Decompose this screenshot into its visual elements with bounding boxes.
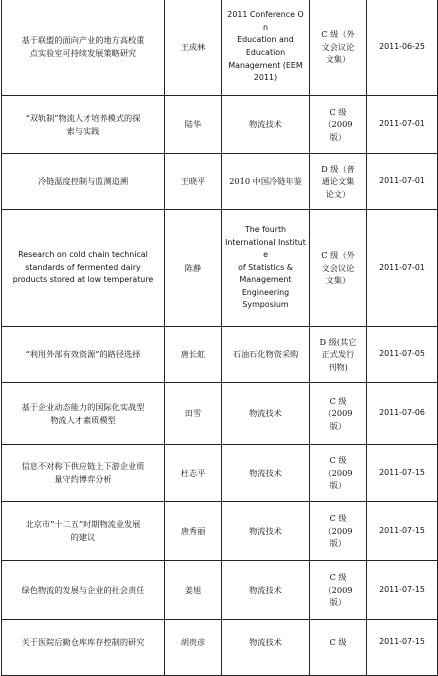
paper-title: 冷链温度控制与监测追溯: [37, 176, 129, 187]
publish-date: 2011-06-25: [379, 41, 425, 51]
author-cell: [165, 327, 222, 383]
paper-title-cell: [2, 327, 165, 383]
author-name: 唐秀丽: [180, 525, 206, 536]
date-cell: [367, 327, 438, 383]
table-row: [2, 0, 438, 96]
paper-title-cell: [2, 154, 165, 210]
paper-title-cell: [2, 561, 165, 620]
author-name: 唐长虹: [180, 349, 206, 360]
level-cell: [310, 502, 367, 561]
paper-title: “双轨制”物流人才培养模式的探 索与实践: [25, 112, 141, 136]
paper-title: 绿色物流的发展与企业的社会责任: [21, 584, 145, 595]
date-cell: [367, 154, 438, 210]
publish-date: 2011-07-05: [379, 349, 425, 359]
date-cell: [367, 96, 438, 154]
venue-cell: [222, 383, 310, 445]
level-cell: [310, 154, 367, 210]
publish-date: 2011-07-06: [379, 408, 425, 418]
author-name: 胡贵彦: [180, 637, 206, 647]
level-cell: [310, 620, 367, 676]
venue-name: The fourth International Institute of Statistics & Management Engineering Symposium: [225, 224, 306, 310]
author-cell: [165, 561, 222, 620]
level-cell: [310, 327, 367, 383]
publish-date: 2011-07-15: [379, 637, 425, 646]
venue-name: 石油石化物资采购: [232, 349, 299, 360]
table-row: [2, 383, 438, 445]
publish-date: 2011-07-15: [379, 467, 425, 477]
author-name: 王晓平: [180, 176, 206, 187]
table-row: [2, 561, 438, 620]
paper-title-cell: [2, 502, 165, 561]
venue-cell: [222, 96, 310, 154]
venue-name: 物流技术: [249, 408, 282, 419]
paper-title: “利用外部有效资源”的路径选择: [25, 349, 141, 360]
table-row: [2, 154, 438, 210]
author-name: 陈静: [184, 262, 202, 273]
venue-cell: [222, 210, 310, 327]
paper-level: D 级(其它 正式发行 刊物): [319, 336, 357, 372]
table-row: [2, 327, 438, 383]
venue-cell: [222, 502, 310, 561]
venue-name: 2011 Conference On Education and Education Management (EEM 2011): [227, 10, 304, 83]
publish-date: 2011-07-01: [379, 176, 425, 186]
paper-title-cell: [2, 96, 165, 154]
paper-title-cell: [2, 445, 165, 502]
paper-title: 基于联盟的面向产业的地方高校重 点实验室可持续发展策略研究: [21, 35, 145, 58]
paper-title-cell: [2, 210, 165, 327]
table-row: [2, 445, 438, 502]
level-cell: [310, 383, 367, 445]
publication-table: [1, 0, 438, 676]
author-cell: [165, 445, 222, 502]
paper-level: D 级（普 通论文集 论文）: [321, 163, 355, 199]
paper-level: C 级 （2009 版）: [323, 395, 353, 431]
paper-title: 基于企业动态能力的国际化实战型 物流人才素质模型: [21, 401, 145, 425]
venue-name: 物流技术: [249, 584, 282, 595]
paper-title: Research on cold chain technical standards of fermented dairy products stored at low temperature: [12, 250, 154, 285]
author-name: 田雪: [184, 408, 202, 419]
paper-level: C 级（外 文会议论 文集）: [321, 29, 355, 65]
level-cell: [310, 561, 367, 620]
author-name: 姜旭: [184, 584, 202, 595]
table-row: [2, 620, 438, 676]
paper-title: 信息不对称下供应链上下游企业质 量守约博弈分析: [21, 461, 145, 484]
author-cell: [165, 0, 222, 96]
author-cell: [165, 502, 222, 561]
venue-name: 物流技术: [249, 119, 282, 130]
level-cell: [310, 445, 367, 502]
table-row: [2, 210, 438, 327]
level-cell: [310, 210, 367, 327]
venue-cell: [222, 561, 310, 620]
paper-level: C 级: [329, 637, 347, 647]
author-cell: [165, 96, 222, 154]
table-row: [2, 96, 438, 154]
paper-title-cell: [2, 383, 165, 445]
venue-cell: [222, 0, 310, 96]
paper-level: C 级 （2009 版）: [323, 513, 353, 549]
paper-title: 北京市“十二五”时期物流业发展 的建议: [25, 519, 141, 542]
publish-date: 2011-07-01: [379, 119, 425, 129]
paper-level: C 级 （2009 版）: [323, 455, 353, 491]
paper-title-cell: [2, 620, 165, 676]
paper-title: 关于医院后勤仓库库存控制的研究: [21, 637, 145, 647]
paper-level: C 级 （2009 版）: [323, 106, 353, 142]
venue-cell: [222, 327, 310, 383]
publish-date: 2011-07-01: [379, 262, 425, 272]
date-cell: [367, 445, 438, 502]
date-cell: [367, 620, 438, 676]
venue-name: 物流技术: [249, 467, 282, 478]
publish-date: 2011-07-15: [379, 525, 425, 535]
venue-cell: [222, 445, 310, 502]
author-name: 杜志平: [180, 467, 206, 478]
date-cell: [367, 383, 438, 445]
venue-name: 2010 中国冷链年鉴: [229, 176, 302, 187]
paper-level: C 级（外 文会议论 文集）: [321, 250, 355, 286]
publish-date: 2011-07-15: [379, 584, 425, 594]
venue-cell: [222, 154, 310, 210]
venue-name: 物流技术: [249, 637, 282, 647]
author-name: 王成林: [180, 41, 206, 52]
table-row: [2, 502, 438, 561]
venue-cell: [222, 620, 310, 676]
date-cell: [367, 210, 438, 327]
date-cell: [367, 0, 438, 96]
author-name: 陆华: [184, 119, 202, 130]
venue-name: 物流技术: [249, 525, 282, 536]
date-cell: [367, 561, 438, 620]
paper-title-cell: [2, 0, 165, 96]
author-cell: [165, 383, 222, 445]
date-cell: [367, 502, 438, 561]
level-cell: [310, 0, 367, 96]
level-cell: [310, 96, 367, 154]
paper-level: C 级 （2009 版）: [323, 572, 353, 608]
author-cell: [165, 154, 222, 210]
author-cell: [165, 620, 222, 676]
author-cell: [165, 210, 222, 327]
